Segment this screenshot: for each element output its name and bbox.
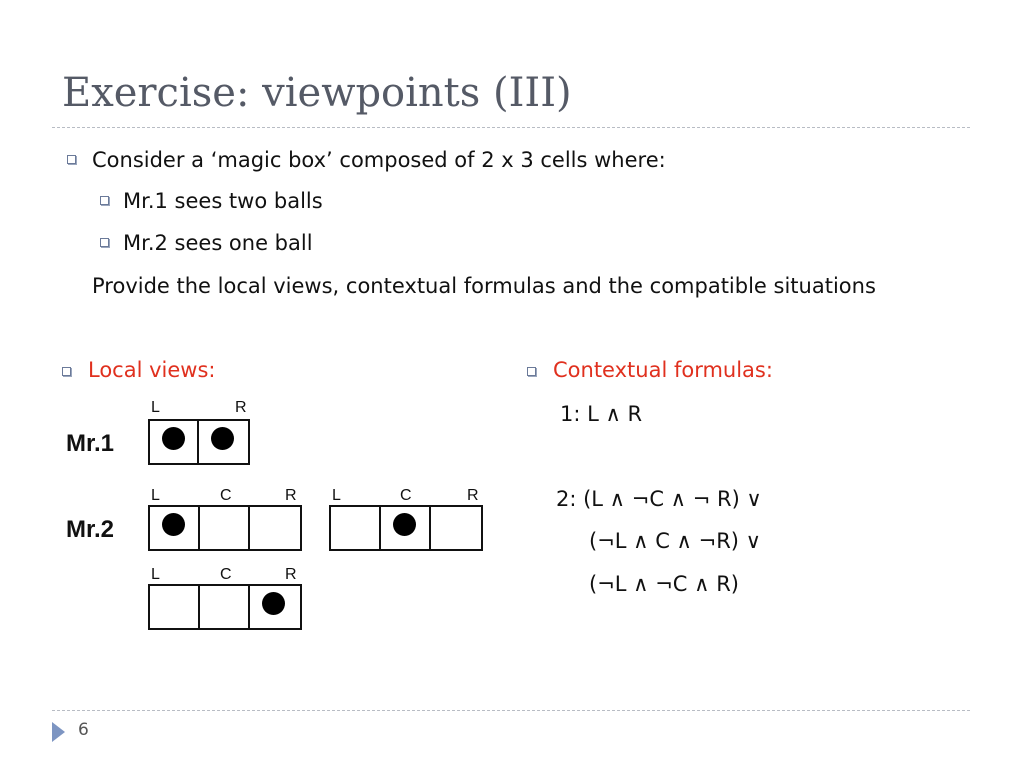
ball-icon <box>162 513 185 536</box>
bullet-icon <box>62 367 71 376</box>
formula-2-line3: (¬L ∧ ¬C ∧ R) <box>589 572 739 596</box>
mr2-name: Mr.2 <box>66 516 115 543</box>
formula-2-line1: 2: (L ∧ ¬C ∧ ¬ R) ∨ <box>556 487 762 511</box>
mr2-view1-grid <box>148 505 302 551</box>
mr2-view2-grid <box>329 505 483 551</box>
ball-icon <box>393 513 416 536</box>
bullet-icon <box>67 155 76 164</box>
mr1-name: Mr.1 <box>66 430 115 457</box>
mr1-view-grid <box>148 419 250 465</box>
local-views-heading: Local views: <box>88 358 216 382</box>
cell-center <box>381 507 431 549</box>
ball-icon <box>211 427 234 450</box>
ball-icon <box>262 592 285 615</box>
ball-icon <box>162 427 185 450</box>
cell-left <box>150 421 199 463</box>
cell-left <box>331 507 381 549</box>
title-divider <box>52 127 970 128</box>
cell-right <box>431 507 481 549</box>
intro-sub1-text: Mr.1 sees two balls <box>123 189 323 213</box>
mr2-view2-label-r: R <box>467 487 479 504</box>
mr2-view3-label-l: L <box>151 566 160 583</box>
cell-right <box>199 421 248 463</box>
bullet-icon <box>100 238 109 247</box>
mr2-view1-label-r: R <box>285 487 297 504</box>
intro-main-text: Consider a ‘magic box’ composed of 2 x 3 cells where: <box>92 148 666 172</box>
mr1-label-right: R <box>235 399 247 416</box>
cell-center <box>200 507 250 549</box>
cell-left <box>150 586 200 628</box>
cell-left <box>150 507 200 549</box>
mr1-label-left: L <box>151 399 160 416</box>
mr2-view1-label-l: L <box>151 487 160 504</box>
mr2-view3-label-c: C <box>220 566 232 583</box>
intro-sub2-text: Mr.2 sees one ball <box>123 231 313 255</box>
play-arrow-icon <box>52 722 65 742</box>
formula-1: 1: L ∧ R <box>560 402 643 426</box>
mr2-view1-label-c: C <box>220 487 232 504</box>
page-number: 6 <box>78 720 89 740</box>
task-text: Provide the local views, contextual formulas and the compatible situations <box>92 274 876 298</box>
cell-center <box>200 586 250 628</box>
bullet-icon <box>100 196 109 205</box>
slide-title: Exercise: viewpoints (III) <box>62 70 572 116</box>
mr2-view3-grid <box>148 584 302 630</box>
mr2-view2-label-l: L <box>332 487 341 504</box>
mr2-view2-label-c: C <box>400 487 412 504</box>
cell-right <box>250 586 300 628</box>
contextual-formulas-heading: Contextual formulas: <box>553 358 773 382</box>
bullet-icon <box>527 367 536 376</box>
footer-divider <box>52 710 970 711</box>
mr2-view3-label-r: R <box>285 566 297 583</box>
formula-2-line2: (¬L ∧ C ∧ ¬R) ∨ <box>589 529 762 553</box>
cell-right <box>250 507 300 549</box>
